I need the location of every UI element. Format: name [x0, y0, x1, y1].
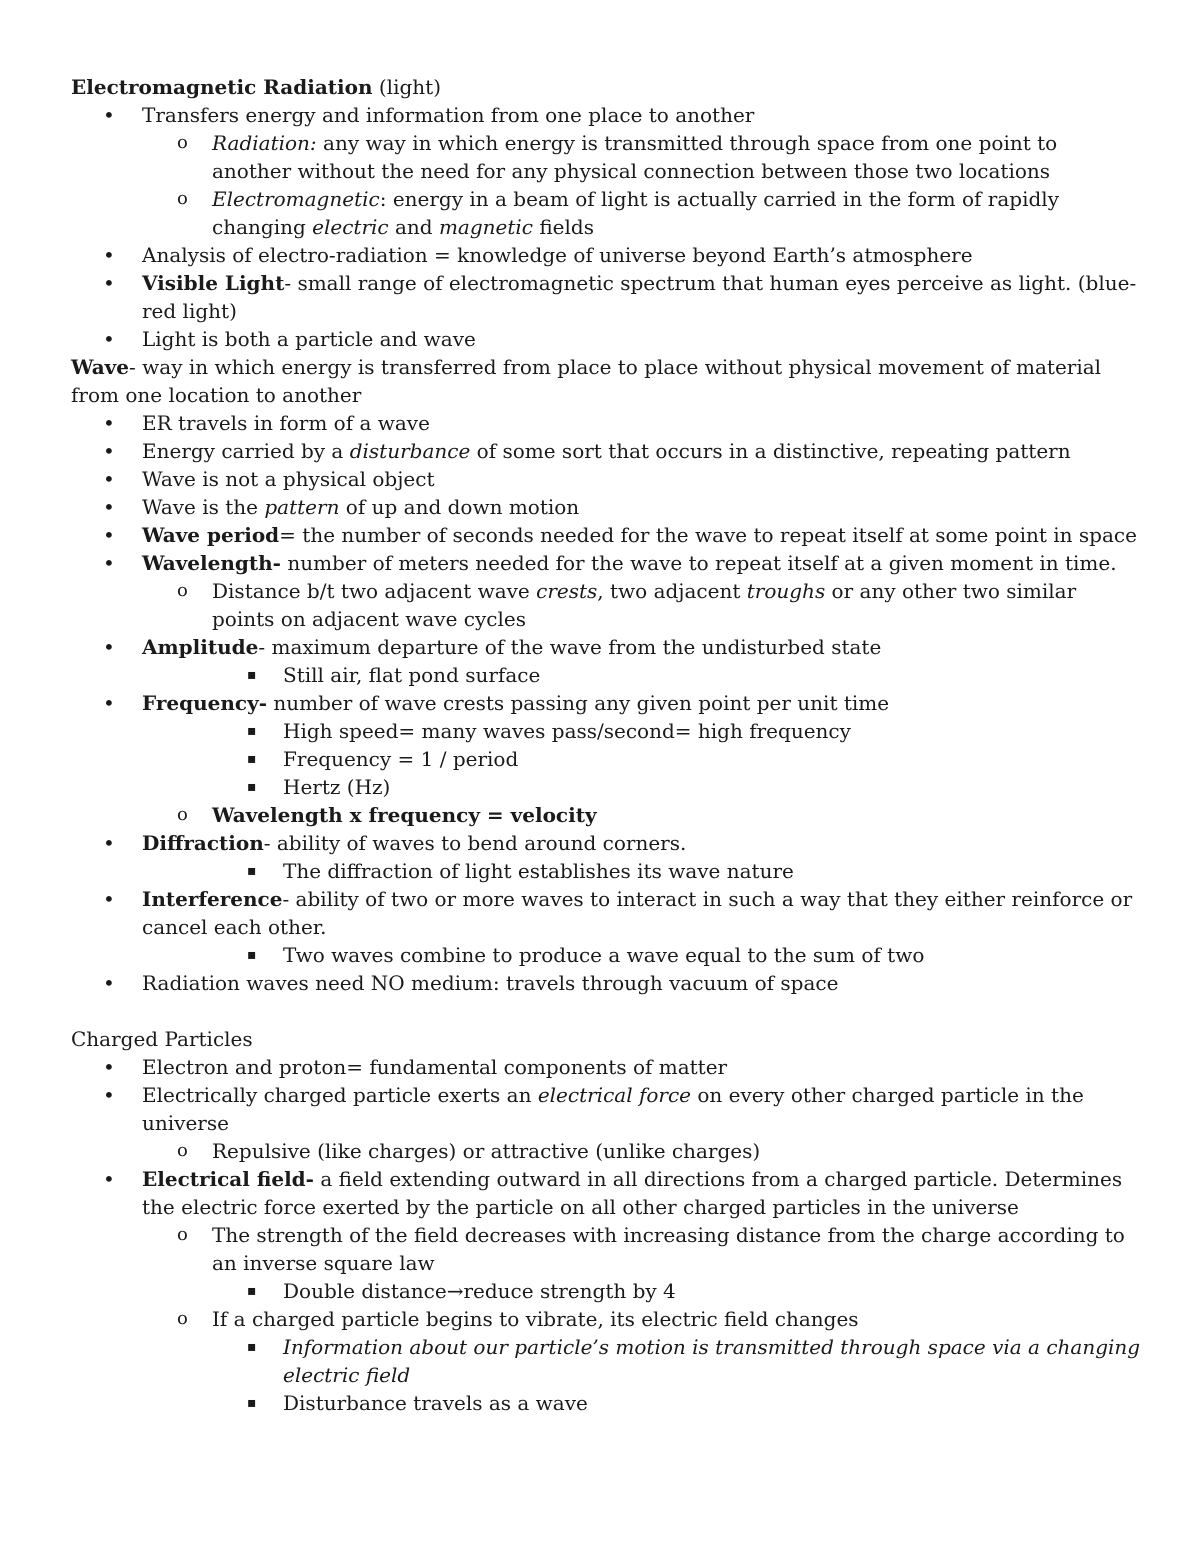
list-item-text: on every other charged particle in the universe	[142, 1083, 1084, 1135]
list-item-text: Repulsive (like charges) or attractive (unlike charges)	[212, 1139, 761, 1163]
term-bold: Frequency-	[142, 691, 267, 715]
sub-sub-list-item	[71, 745, 1141, 773]
emphasis: pattern	[264, 495, 340, 519]
bullet-icon: •	[103, 1167, 115, 1191]
term-italic: Electromagnetic	[212, 187, 380, 211]
list-item-text: If a charged particle begins to vibrate, its electric field changes	[212, 1307, 859, 1331]
list-item	[71, 241, 1141, 269]
list-item	[71, 101, 1141, 129]
list-item-text: Electrically charged particle exerts an	[142, 1083, 538, 1107]
circle-bullet-icon: o	[177, 188, 188, 209]
list-item-text: Frequency = 1 / period	[283, 747, 519, 771]
list-item-text: and	[388, 215, 439, 239]
list-item-text: Disturbance travels as a wave	[283, 1391, 588, 1415]
list-item-text: - ability of waves to bend around corners.	[263, 831, 687, 855]
bullet-icon: •	[103, 691, 115, 715]
sub-list-item	[71, 1137, 1141, 1165]
list-item-text: reduce strength by 4	[463, 1279, 676, 1303]
list-item-text: Wave is the	[142, 495, 265, 519]
list-item-text: Light is both a particle and wave	[142, 327, 476, 351]
list-item-text: The strength of the field decreases with increasing distance from the charge according to an inverse square law	[212, 1223, 1125, 1275]
heading-suffix: (light)	[372, 75, 441, 99]
sub-sub-list-item	[71, 1277, 1141, 1305]
square-bullet-icon: ▪	[247, 1339, 257, 1355]
emphasis: magnetic	[438, 215, 533, 239]
term-bold: Visible Light	[142, 271, 285, 295]
sub-sub-list-item	[71, 857, 1141, 885]
emphasis: crests	[536, 579, 598, 603]
emphasis: disturbance	[349, 439, 471, 463]
emphasis: troughs	[746, 579, 826, 603]
bullet-icon: •	[103, 551, 115, 575]
term-bold: Electrical field-	[142, 1167, 314, 1191]
list-item-text: Still air, flat pond surface	[283, 663, 541, 687]
wave-definition	[71, 353, 1141, 409]
formula-bold: Wavelength x frequency = velocity	[212, 803, 597, 827]
bullet-icon: •	[103, 971, 115, 995]
term-bold: Interference	[142, 887, 283, 911]
term-italic: Radiation:	[212, 131, 317, 155]
sub-sub-list-item	[71, 1389, 1141, 1417]
list-item-text: Electron and proton= fundamental components of matter	[142, 1055, 728, 1079]
bullet-icon: •	[103, 1083, 115, 1107]
bullet-icon: •	[103, 495, 115, 519]
sub-sub-list-item	[71, 773, 1141, 801]
square-bullet-icon: ▪	[247, 947, 257, 963]
list-item	[71, 521, 1141, 549]
circle-bullet-icon: o	[177, 1308, 188, 1329]
bullet-icon: •	[103, 1055, 115, 1079]
sub-sub-list-item	[71, 717, 1141, 745]
list-item-text: Energy carried by a	[142, 439, 350, 463]
square-bullet-icon: ▪	[247, 751, 257, 767]
term-bold: Diffraction	[142, 831, 264, 855]
list-item-text: Hertz (Hz)	[283, 775, 391, 799]
list-item	[71, 325, 1141, 353]
list-item	[71, 1081, 1141, 1137]
list-item-text: Double distance	[283, 1279, 447, 1303]
emphasis: electrical force	[537, 1083, 691, 1107]
list-item-text: fields	[532, 215, 594, 239]
circle-bullet-icon: o	[177, 1140, 188, 1161]
list-item	[71, 829, 1141, 857]
list-item-text: - maximum departure of the wave from the undisturbed state	[258, 635, 882, 659]
list-item-text: The diffraction of light establishes its wave nature	[283, 859, 794, 883]
sub-list-item	[71, 129, 1141, 185]
list-item-text: ER travels in form of a wave	[142, 411, 430, 435]
bullet-icon: •	[103, 439, 115, 463]
circle-bullet-icon: o	[177, 580, 188, 601]
list-item-text: or any other two similar points on adjacent wave cycles	[212, 579, 1077, 631]
document-page	[71, 73, 1141, 1417]
list-item-text: a field extending outward in all directions from a charged particle. Determines the electric force exerted by the particle on all other charged particles in the universe	[142, 1167, 1123, 1219]
bullet-icon: •	[103, 467, 115, 491]
list-item	[71, 1165, 1141, 1221]
square-bullet-icon: ▪	[247, 863, 257, 879]
bullet-icon: •	[103, 831, 115, 855]
bullet-icon: •	[103, 271, 115, 295]
list-item-text: Analysis of electro-radiation = knowledge of universe beyond Earth’s atmosphere	[142, 243, 973, 267]
list-item	[71, 633, 1141, 661]
list-item-text: of up and down motion	[339, 495, 580, 519]
list-item-text: , two adjacent	[597, 579, 747, 603]
bullet-icon: •	[103, 523, 115, 547]
circle-bullet-icon: o	[177, 804, 188, 825]
term-bold: Amplitude	[142, 635, 259, 659]
heading-bold: Electromagnetic Radiation	[71, 75, 373, 99]
bullet-icon: •	[103, 411, 115, 435]
list-item	[71, 493, 1141, 521]
bullet-icon: •	[103, 635, 115, 659]
sub-list-item	[71, 577, 1141, 633]
list-item	[71, 549, 1141, 577]
term-bold: Wavelength-	[142, 551, 281, 575]
list-item-text: High speed= many waves pass/second= high frequency	[283, 719, 851, 743]
list-item-text: Two waves combine to produce a wave equal to the sum of two	[283, 943, 925, 967]
list-item-text: Transfers energy and information from one place to another	[142, 103, 755, 127]
square-bullet-icon: ▪	[247, 667, 257, 683]
list-item-text: of some sort that occurs in a distinctive, repeating pattern	[470, 439, 1071, 463]
list-item	[71, 969, 1141, 997]
circle-bullet-icon: o	[177, 1224, 188, 1245]
list-item-text: Wave is not a physical object	[142, 467, 435, 491]
sub-sub-list-item	[71, 941, 1141, 969]
list-item-text: any way in which energy is transmitted through space from one point to another without the need for any physical connection between those two locations	[212, 131, 1058, 183]
list-item-text: number of wave crests passing any given point per unit time	[267, 691, 890, 715]
sub-list-item	[71, 185, 1141, 241]
term-bold: Wave	[71, 355, 130, 379]
square-bullet-icon: ▪	[247, 1395, 257, 1411]
bullet-icon: •	[103, 327, 115, 351]
section-heading-charged-particles: Charged Particles	[71, 1027, 253, 1051]
list-item-text: - ability of two or more waves to interact in such a way that they either reinforce or cancel each other.	[142, 887, 1133, 939]
right-arrow-icon: →	[446, 1279, 464, 1303]
term-bold: Wave period	[142, 523, 280, 547]
list-item-text: number of meters needed for the wave to repeat itself at a given moment in time.	[280, 551, 1117, 575]
definition-text: - way in which energy is transferred from place to place without physical movement of material from one location to another	[71, 355, 1102, 407]
list-item-text: - small range of electromagnetic spectrum that human eyes perceive as light. (blue-red light)	[142, 271, 1137, 323]
list-item	[71, 409, 1141, 437]
sub-list-item	[71, 1221, 1141, 1277]
list-item	[71, 885, 1141, 941]
list-item	[71, 465, 1141, 493]
list-item-text: : energy in a beam of light is actually carried in the form of rapidly changing	[212, 187, 1059, 239]
list-item	[71, 269, 1141, 325]
list-item-text-italic: Information about our particle’s motion is transmitted through space via a changing electric field	[283, 1335, 1141, 1387]
list-item-text: = the number of seconds needed for the wave to repeat itself at some point in space	[279, 523, 1137, 547]
sub-sub-list-item	[71, 661, 1141, 689]
paragraph-spacer	[71, 997, 1141, 1025]
circle-bullet-icon: o	[177, 132, 188, 153]
list-item	[71, 1053, 1141, 1081]
bullet-icon: •	[103, 887, 115, 911]
square-bullet-icon: ▪	[247, 723, 257, 739]
square-bullet-icon: ▪	[247, 779, 257, 795]
section-heading-em-radiation	[71, 73, 1141, 101]
bullet-icon: •	[103, 243, 115, 267]
list-item-text: Distance b/t two adjacent wave	[212, 579, 537, 603]
square-bullet-icon: ▪	[247, 1283, 257, 1299]
list-item-text: Radiation waves need NO medium: travels through vacuum of space	[142, 971, 839, 995]
sub-sub-list-item	[71, 1333, 1141, 1389]
bullet-icon: •	[103, 103, 115, 127]
sub-list-item	[71, 801, 1141, 829]
list-item	[71, 689, 1141, 717]
sub-list-item	[71, 1305, 1141, 1333]
emphasis: electric	[312, 215, 389, 239]
list-item	[71, 437, 1141, 465]
